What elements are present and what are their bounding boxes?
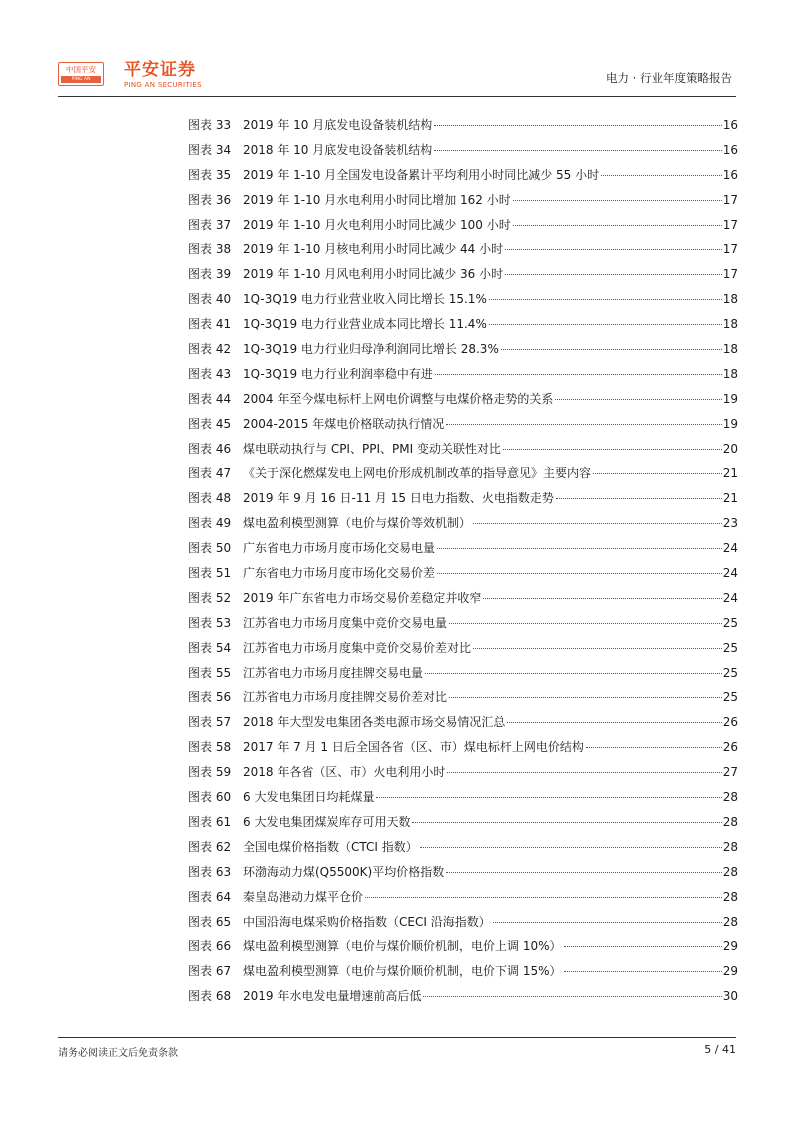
toc-leader-dots xyxy=(447,772,721,773)
toc-entry-title: 广东省电力市场月度市场化交易电量 xyxy=(243,541,436,556)
toc-entry-page: 19 xyxy=(722,391,738,406)
toc-entry-page: 25 xyxy=(722,690,738,705)
toc-entry[interactable] xyxy=(188,312,738,337)
toc-entry-title: 2018 年大型发电集团各类电源市场交易情况汇总 xyxy=(243,715,506,730)
toc-entry-label: 图表 60 xyxy=(188,790,232,805)
toc-entry-label: 图表 45 xyxy=(188,416,232,431)
toc-leader-dots xyxy=(446,872,722,873)
toc-entry-page: 25 xyxy=(722,665,738,680)
toc-leader-dots xyxy=(556,498,722,499)
toc-leader-dots xyxy=(437,548,722,549)
toc-entry-title: 《关于深化燃煤发电上网电价形成机制改革的指导意见》主要内容 xyxy=(243,466,592,481)
toc-entry-label: 图表 44 xyxy=(188,391,232,406)
toc-entry-title: 秦皇岛港动力煤平仓价 xyxy=(243,889,364,904)
toc-entry-title: 江苏省电力市场月度集中竞价交易价差对比 xyxy=(243,640,472,655)
toc-entry-label: 图表 58 xyxy=(188,740,232,755)
brand-name-cn: 平安证券 xyxy=(124,60,196,80)
toc-entry-label: 图表 34 xyxy=(188,142,232,157)
toc-entry-label: 图表 55 xyxy=(188,665,232,680)
brand xyxy=(124,60,202,90)
toc-entry-title: 中国沿海电煤采购价格指数（CECI 沿海指数） xyxy=(243,914,491,929)
toc-entry-page: 17 xyxy=(722,267,738,282)
toc-entry-label: 图表 51 xyxy=(188,566,232,581)
toc-entry-page: 16 xyxy=(722,142,738,157)
toc-entry-label: 图表 52 xyxy=(188,590,232,605)
toc-entry-title: 2004 年至今煤电标杆上网电价调整与电煤价格走势的关系 xyxy=(243,391,554,406)
toc-entry-label: 图表 65 xyxy=(188,914,232,929)
footer-disclaimer: 请务必阅读正文后免责条款 xyxy=(58,1048,178,1059)
toc-leader-dots xyxy=(564,971,722,972)
toc-entry[interactable] xyxy=(188,387,738,412)
toc-leader-dots xyxy=(449,623,722,624)
toc-entry-label: 图表 37 xyxy=(188,217,232,232)
toc-entry-title: 2019 年广东省电力市场交易价差稳定并收窄 xyxy=(243,590,482,605)
toc-entry-label: 图表 56 xyxy=(188,690,232,705)
toc-entry-label: 图表 49 xyxy=(188,516,232,531)
toc-entry-label: 图表 66 xyxy=(188,939,232,954)
toc-entry-page: 18 xyxy=(722,342,738,357)
toc-entry[interactable] xyxy=(188,586,738,611)
toc-leader-dots xyxy=(593,473,722,474)
toc-entry[interactable] xyxy=(188,262,738,287)
toc-entry-label: 图表 67 xyxy=(188,964,232,979)
footer-divider xyxy=(58,1037,736,1038)
toc-entry-page: 17 xyxy=(722,192,738,207)
toc-entry-label: 图表 53 xyxy=(188,615,232,630)
toc-entry-title: 2019 年水电发电量增速前高后低 xyxy=(243,989,422,1004)
toc-entry-title: 煤电盈利模型测算（电价与煤价顺价机制，电价下调 15%） xyxy=(243,964,562,979)
toc-entry-label: 图表 42 xyxy=(188,342,232,357)
toc-entry-label: 图表 61 xyxy=(188,814,232,829)
toc-entry[interactable] xyxy=(188,835,738,860)
toc-entry-page: 27 xyxy=(722,765,738,780)
toc-entry-label: 图表 35 xyxy=(188,167,232,182)
toc-entry[interactable] xyxy=(188,785,738,810)
toc-entry-page: 28 xyxy=(722,814,738,829)
toc-entry-page: 19 xyxy=(722,416,738,431)
toc-entry-label: 图表 68 xyxy=(188,989,232,1004)
toc-entry-page: 17 xyxy=(722,217,738,232)
toc-leader-dots xyxy=(449,697,722,698)
toc-entry-page: 28 xyxy=(722,790,738,805)
toc-leader-dots xyxy=(483,598,721,599)
toc-leader-dots xyxy=(435,374,722,375)
toc-entry-title: 煤电盈利模型测算（电价与煤价顺价机制，电价上调 10%） xyxy=(243,939,562,954)
toc-leader-dots xyxy=(507,722,721,723)
toc-entry-label: 图表 62 xyxy=(188,839,232,854)
toc-entry[interactable] xyxy=(188,760,738,785)
header-divider xyxy=(58,96,736,97)
toc-entry-page: 24 xyxy=(722,541,738,556)
report-title: 电力 · 行业年度策略报告 xyxy=(606,71,732,85)
toc-entry[interactable] xyxy=(188,287,738,312)
toc-entry[interactable] xyxy=(188,661,738,686)
ping-an-logo xyxy=(58,62,104,86)
toc-entry[interactable] xyxy=(188,710,738,735)
toc-entry-page: 28 xyxy=(722,889,738,904)
toc-leader-dots xyxy=(513,200,722,201)
toc-leader-dots xyxy=(412,822,721,823)
toc-entry-title: 煤电联动执行与 CPI、PPI、PMI 变动关联性对比 xyxy=(243,441,501,456)
toc-entry-title: 环渤海动力煤(Q5500K)平均价格指数 xyxy=(243,864,445,879)
toc-entry[interactable] xyxy=(188,611,738,636)
toc-entry-label: 图表 38 xyxy=(188,242,232,257)
toc-entry-title: 2004-2015 年煤电价格联动执行情况 xyxy=(243,416,445,431)
page-number: 5 / 41 xyxy=(704,1043,736,1056)
toc-leader-dots xyxy=(437,573,722,574)
toc-entry[interactable] xyxy=(188,461,738,486)
toc-entry-label: 图表 46 xyxy=(188,441,232,456)
toc-entry-page: 16 xyxy=(722,118,738,132)
toc-leader-dots xyxy=(434,125,721,126)
toc-entry-page: 30 xyxy=(722,989,738,1004)
toc-entry-title: 2017 年 7 月 1 日后全国各省（区、市）煤电标杆上网电价结构 xyxy=(243,740,584,755)
toc-entry-title: 1Q-3Q19 电力行业利润率稳中有进 xyxy=(243,366,433,381)
toc-entry-title: 1Q-3Q19 电力行业归母净利润同比增长 28.3% xyxy=(243,342,499,357)
logo-text: 中国平安 xyxy=(66,65,96,74)
toc-leader-dots xyxy=(489,299,722,300)
toc-leader-dots xyxy=(503,449,722,450)
toc-entry-title: 2019 年 1-10 月风电利用小时同比减少 36 小时 xyxy=(243,267,504,282)
toc-entry-page: 28 xyxy=(722,914,738,929)
toc-entry[interactable] xyxy=(188,362,738,387)
toc-entry-title: 2019 年 1-10 月火电利用小时同比减少 100 小时 xyxy=(243,217,511,232)
toc-entry-label: 图表 39 xyxy=(188,267,232,282)
toc-entry-title: 2019 年 9 月 16 日-11 月 15 日电力指数、火电指数走势 xyxy=(243,491,554,506)
toc-entry-page: 18 xyxy=(722,366,738,381)
toc-entry-label: 图表 64 xyxy=(188,889,232,904)
toc-leader-dots xyxy=(564,946,722,947)
toc-leader-dots xyxy=(446,424,721,425)
toc-entry-label: 图表 63 xyxy=(188,864,232,879)
brand-name-en: PING AN SECURITIES xyxy=(124,81,202,89)
toc-entry[interactable] xyxy=(188,860,738,885)
toc-entry[interactable] xyxy=(188,412,738,437)
toc-leader-dots xyxy=(473,523,722,524)
toc-entry[interactable] xyxy=(188,561,738,586)
table-of-figures xyxy=(188,113,738,1009)
toc-entry[interactable] xyxy=(188,910,738,935)
toc-entry-label: 图表 54 xyxy=(188,640,232,655)
toc-entry-page: 18 xyxy=(722,317,738,332)
toc-entry[interactable] xyxy=(188,536,738,561)
toc-entry[interactable] xyxy=(188,885,738,910)
toc-entry[interactable] xyxy=(188,959,738,984)
toc-entry-label: 图表 57 xyxy=(188,715,232,730)
toc-entry-title: 2019 年 1-10 月核电利用小时同比减少 44 小时 xyxy=(243,242,504,257)
toc-entry-title: 江苏省电力市场月度集中竞价交易电量 xyxy=(243,615,448,630)
toc-entry-label: 图表 43 xyxy=(188,366,232,381)
logo-bar: PING AN xyxy=(61,76,101,83)
page-header xyxy=(58,58,736,94)
toc-entry[interactable] xyxy=(188,685,738,710)
toc-entry[interactable] xyxy=(188,163,738,188)
toc-entry[interactable] xyxy=(188,636,738,661)
toc-entry-page: 16 xyxy=(722,167,738,182)
toc-entry-page: 29 xyxy=(722,939,738,954)
toc-entry-label: 图表 59 xyxy=(188,765,232,780)
toc-entry-label: 图表 40 xyxy=(188,292,232,307)
toc-entry-page: 17 xyxy=(722,242,738,257)
toc-leader-dots xyxy=(489,324,722,325)
toc-leader-dots xyxy=(493,922,722,923)
toc-leader-dots xyxy=(586,747,722,748)
toc-entry-page: 20 xyxy=(722,441,738,456)
toc-leader-dots xyxy=(376,797,721,798)
toc-entry[interactable] xyxy=(188,213,738,238)
toc-leader-dots xyxy=(501,349,722,350)
toc-leader-dots xyxy=(513,225,722,226)
toc-entry-label: 图表 36 xyxy=(188,192,232,207)
toc-entry[interactable] xyxy=(188,810,738,835)
toc-entry-page: 21 xyxy=(722,466,738,481)
toc-leader-dots xyxy=(420,847,722,848)
toc-entry[interactable] xyxy=(188,984,738,1009)
toc-entry-page: 29 xyxy=(722,964,738,979)
toc-leader-dots xyxy=(365,897,722,898)
toc-entry-label: 图表 41 xyxy=(188,317,232,332)
toc-leader-dots xyxy=(425,673,722,674)
toc-entry-page: 18 xyxy=(722,292,738,307)
toc-entry-title: 1Q-3Q19 电力行业营业收入同比增长 15.1% xyxy=(243,292,487,307)
toc-entry-page: 25 xyxy=(722,615,738,630)
toc-entry-title: 煤电盈利模型测算（电价与煤价等效机制） xyxy=(243,516,472,531)
toc-entry-page: 26 xyxy=(722,715,738,730)
toc-entry[interactable] xyxy=(188,188,738,213)
toc-entry-title: 2018 年 10 月底发电设备装机结构 xyxy=(243,142,433,157)
toc-entry-title: 2018 年各省（区、市）火电利用小时 xyxy=(243,765,446,780)
toc-entry[interactable] xyxy=(188,138,738,163)
toc-entry-page: 24 xyxy=(722,590,738,605)
toc-entry-title: 2019 年 1-10 月水电利用小时同比增加 162 小时 xyxy=(243,192,511,207)
toc-entry[interactable] xyxy=(188,437,738,462)
toc-entry-label: 图表 50 xyxy=(188,541,232,556)
toc-entry[interactable] xyxy=(188,486,738,511)
toc-entry-title: 广东省电力市场月度市场化交易价差 xyxy=(243,566,436,581)
toc-entry-page: 26 xyxy=(722,740,738,755)
toc-entry-page: 28 xyxy=(722,839,738,854)
toc-leader-dots xyxy=(505,274,722,275)
toc-entry-label: 图表 47 xyxy=(188,466,232,481)
toc-entry-title: 江苏省电力市场月度挂牌交易价差对比 xyxy=(243,690,448,705)
toc-entry[interactable] xyxy=(188,934,738,959)
toc-entry[interactable] xyxy=(188,735,738,760)
toc-entry-page: 25 xyxy=(722,640,738,655)
toc-entry-title: 2019 年 1-10 月全国发电设备累计平均利用小时同比减少 55 小时 xyxy=(243,167,600,182)
toc-entry-title: 6 大发电集团日均耗煤量 xyxy=(243,790,375,805)
toc-entry-title: 2019 年 10 月底发电设备装机结构 xyxy=(243,118,433,132)
toc-entry-page: 23 xyxy=(722,516,738,531)
toc-leader-dots xyxy=(423,996,721,997)
toc-entry[interactable] xyxy=(188,113,738,138)
toc-entry[interactable] xyxy=(188,511,738,536)
toc-entry[interactable] xyxy=(188,237,738,262)
toc-entry-title: 6 大发电集团煤炭库存可用天数 xyxy=(243,814,411,829)
toc-entry-title: 1Q-3Q19 电力行业营业成本同比增长 11.4% xyxy=(243,317,487,332)
toc-leader-dots xyxy=(505,249,722,250)
toc-entry-title: 全国电煤价格指数（CTCI 指数） xyxy=(243,839,418,854)
toc-entry-page: 28 xyxy=(722,864,738,879)
toc-entry[interactable] xyxy=(188,337,738,362)
toc-entry-page: 21 xyxy=(722,491,738,506)
toc-leader-dots xyxy=(601,175,722,176)
toc-entry-page: 24 xyxy=(722,566,738,581)
toc-leader-dots xyxy=(555,399,721,400)
toc-leader-dots xyxy=(434,150,721,151)
toc-entry-label: 图表 48 xyxy=(188,491,232,506)
toc-entry-title: 江苏省电力市场月度挂牌交易电量 xyxy=(243,665,424,680)
toc-leader-dots xyxy=(473,648,722,649)
toc-entry-label: 图表 33 xyxy=(188,118,232,132)
